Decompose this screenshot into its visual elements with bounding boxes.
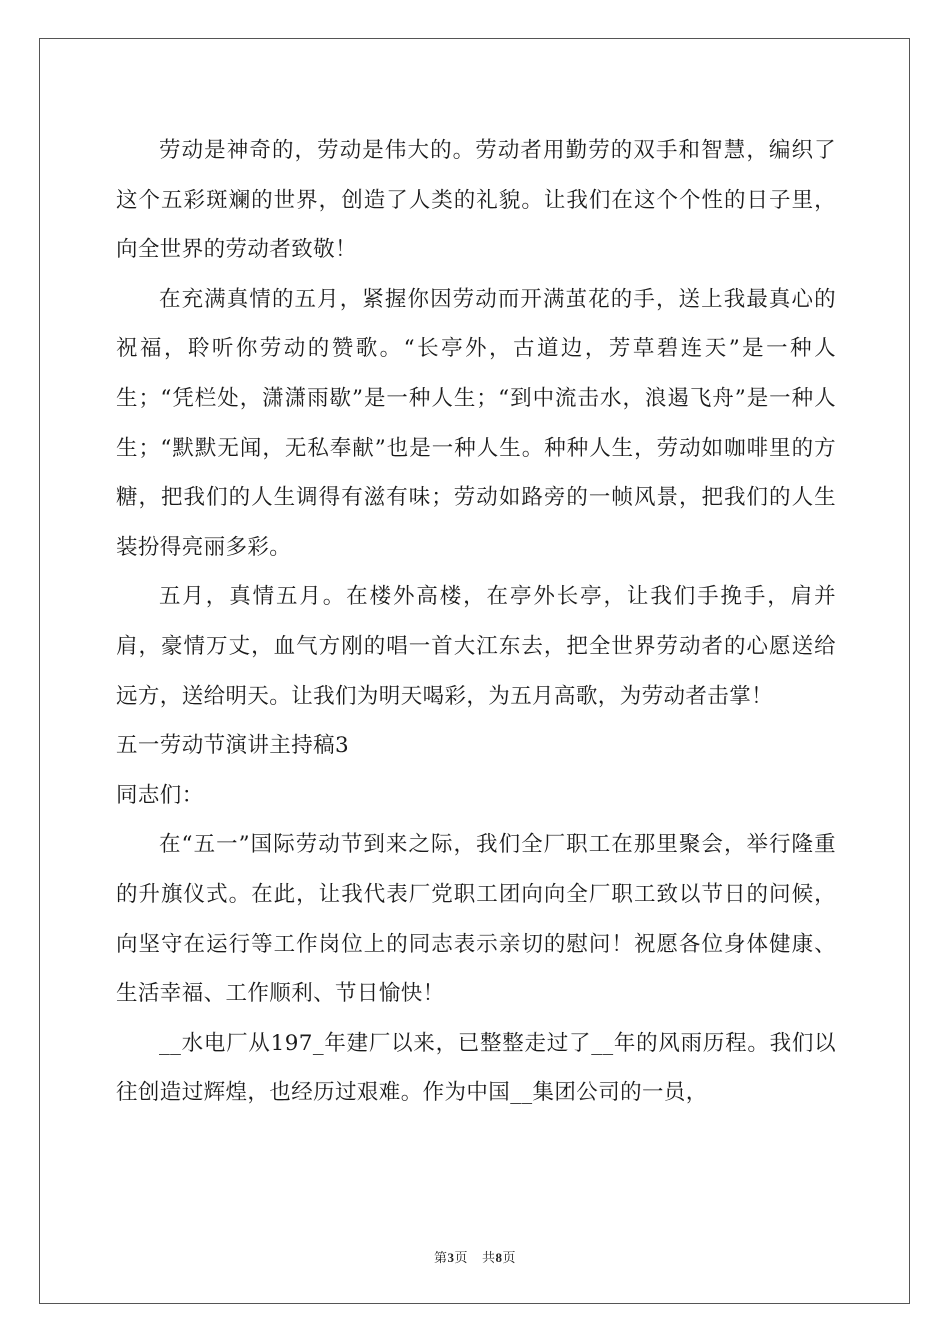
paragraph-4: 在“五一”国际劳动节到来之际，我们全厂职工在那里聚会，举行隆重的升旗仪式。在此，让我代表厂党职工团向向全厂职工致以节日的问候，向坚守在运行等工作岗位上的同志表示亲切的慰问！祝愿各位身体健康、生活幸福、工作顺利、节日愉快！ [116,832,836,1007]
total-prefix: 共 [481,1251,496,1266]
salutation: 同志们： [116,782,204,808]
document-body [116,126,836,1118]
page-suffix: 页 [454,1251,469,1266]
page-footer [0,1247,950,1266]
paragraph-2: 在充满真情的五月，紧握你因劳动而开满茧花的手，送上我最真心的祝福，聆听你劳动的赞歌。“长亭外，古道边，芳草碧连天”是一种人生；“凭栏处，潇潇雨歇”是一种人生；“到中流击水，浪遏飞舟”是一种人生；“默默无闻，无私奉献”也是一种人生。种种人生，劳动如咖啡里的方糖，把我们的人生调得有滋有味；劳动如路旁的一帧风景，把我们的人生装扮得亮丽多彩。 [116,286,836,560]
paragraph-5: __水电厂从197_年建厂以来，已整整走过了__年的风雨历程。我们以往创造过辉煌，也经历过艰难。作为中国__集团公司的一员， [116,1030,836,1106]
page-prefix: 第 [434,1251,448,1266]
paragraph-1: 劳动是神奇的，劳动是伟大的。劳动者用勤劳的双手和智慧，编织了这个五彩斑斓的世界，创造了人类的礼貌。让我们在这个个性的日子里，向全世界的劳动者致敬！ [116,138,836,263]
section-title: 五一劳动节演讲主持稿3 [116,733,350,759]
total-pages: 8 [495,1250,503,1265]
page-number: 3 [447,1250,455,1265]
total-suffix: 页 [502,1251,516,1266]
paragraph-3: 五月，真情五月。在楼外高楼，在亭外长亭，让我们手挽手，肩并肩，豪情万丈，血气方刚的唱一首大江东去，把全世界劳动者的心愿送给远方，送给明天。让我们为明天喝彩，为五月高歌，为劳动者击掌！ [116,584,836,709]
